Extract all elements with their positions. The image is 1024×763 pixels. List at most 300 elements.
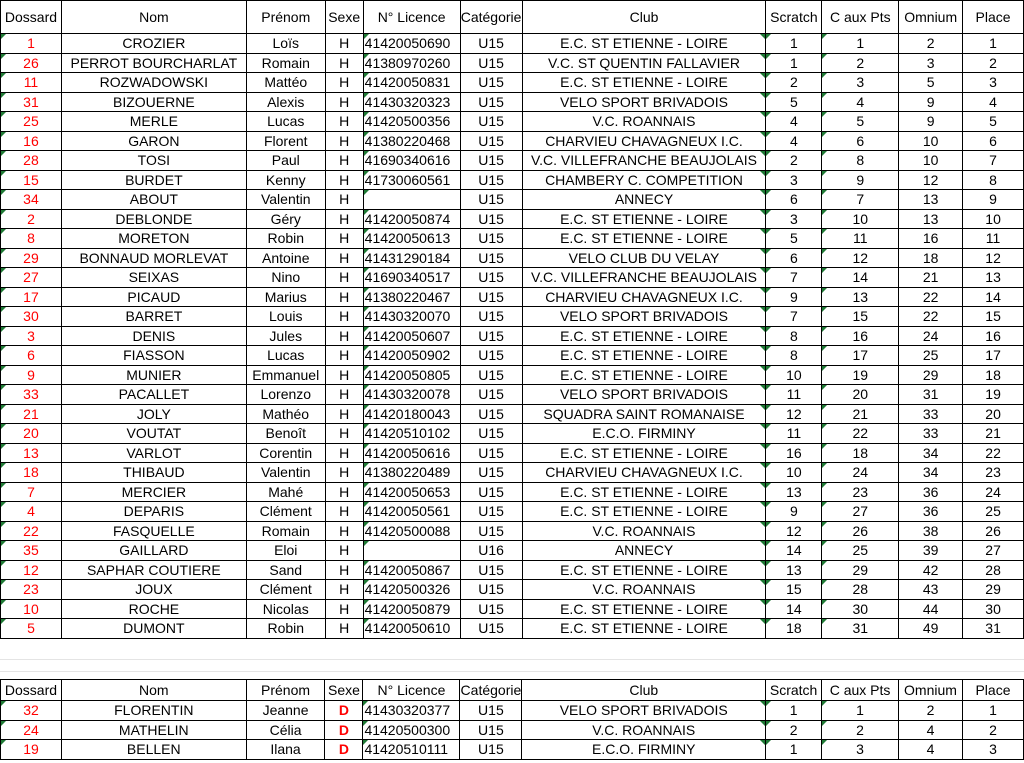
cell-licence[interactable]: 41420500326	[363, 580, 460, 600]
cell-c-aux-pts[interactable]: 26	[822, 521, 899, 541]
cell-omnium[interactable]: 4	[899, 740, 963, 760]
cell-prenom[interactable]: Clément	[246, 580, 325, 600]
cell-categorie[interactable]: U15	[460, 521, 522, 541]
cell-nom[interactable]: CROZIER	[61, 34, 246, 54]
cell-omnium[interactable]: 34	[899, 463, 963, 483]
cell-licence[interactable]: 41380220467	[363, 287, 460, 307]
cell-club[interactable]: E.C. ST ETIENNE - LOIRE	[522, 482, 766, 502]
cell-c-aux-pts[interactable]: 20	[822, 385, 899, 405]
cell-sexe[interactable]: H	[325, 92, 363, 112]
cell-prenom[interactable]: Valentin	[246, 190, 325, 210]
cell-club[interactable]: V.C. ROANNAIS	[522, 580, 766, 600]
cell-categorie[interactable]: U15	[460, 740, 522, 760]
cell-sexe[interactable]: H	[325, 287, 363, 307]
cell-categorie[interactable]: U15	[460, 34, 522, 54]
header-omnium[interactable]: Omnium	[899, 680, 963, 701]
cell-sexe[interactable]: H	[325, 34, 363, 54]
cell-c-aux-pts[interactable]: 29	[822, 560, 899, 580]
cell-omnium[interactable]: 34	[899, 443, 963, 463]
cell-categorie[interactable]: U15	[460, 346, 522, 366]
cell-licence[interactable]: 41420050610	[363, 619, 460, 639]
cell-categorie[interactable]: U15	[460, 482, 522, 502]
cell-place[interactable]: 3	[963, 73, 1024, 93]
cell-nom[interactable]: DENIS	[61, 326, 246, 346]
cell-prenom[interactable]: Benoît	[246, 424, 325, 444]
cell-place[interactable]: 6	[963, 131, 1024, 151]
cell-categorie[interactable]: U15	[460, 580, 522, 600]
cell-club[interactable]: ANNECY	[522, 541, 766, 561]
cell-club[interactable]: VELO CLUB DU VELAY	[522, 248, 766, 268]
cell-club[interactable]: E.C. ST ETIENNE - LOIRE	[522, 326, 766, 346]
cell-c-aux-pts[interactable]: 15	[822, 307, 899, 327]
cell-sexe[interactable]: H	[325, 268, 363, 288]
cell-scratch[interactable]: 14	[766, 541, 822, 561]
cell-dossard[interactable]: 2	[1, 209, 62, 229]
cell-categorie[interactable]: U15	[460, 424, 522, 444]
cell-club[interactable]: V.C. VILLEFRANCHE BEAUJOLAIS	[522, 151, 766, 171]
header-c-aux-pts[interactable]: C aux Pts	[822, 1, 899, 34]
cell-categorie[interactable]: U15	[460, 131, 522, 151]
cell-dossard[interactable]: 6	[1, 346, 62, 366]
cell-categorie[interactable]: U15	[460, 599, 522, 619]
cell-prenom[interactable]: Jules	[246, 326, 325, 346]
cell-categorie[interactable]: U15	[460, 365, 522, 385]
cell-omnium[interactable]: 29	[899, 365, 963, 385]
cell-licence[interactable]: 41420510102	[363, 424, 460, 444]
cell-licence[interactable]: 41420050613	[363, 229, 460, 249]
cell-place[interactable]: 18	[963, 365, 1024, 385]
cell-c-aux-pts[interactable]: 10	[822, 209, 899, 229]
cell-place[interactable]: 5	[963, 112, 1024, 132]
cell-c-aux-pts[interactable]: 5	[822, 112, 899, 132]
cell-dossard[interactable]: 31	[1, 92, 62, 112]
cell-licence[interactable]: 41690340517	[363, 268, 460, 288]
cell-place[interactable]: 26	[963, 521, 1024, 541]
cell-prenom[interactable]: Florent	[246, 131, 325, 151]
cell-prenom[interactable]: Louis	[246, 307, 325, 327]
cell-licence[interactable]: 41420050616	[363, 443, 460, 463]
cell-prenom[interactable]: Loïs	[246, 34, 325, 54]
header-c-aux-pts[interactable]: C aux Pts	[822, 680, 899, 701]
cell-omnium[interactable]: 16	[899, 229, 963, 249]
cell-scratch[interactable]: 18	[766, 619, 822, 639]
cell-scratch[interactable]: 1	[766, 740, 822, 760]
cell-licence[interactable]: 41430320377	[363, 701, 460, 721]
cell-place[interactable]: 30	[963, 599, 1024, 619]
cell-scratch[interactable]: 13	[766, 482, 822, 502]
cell-prenom[interactable]: Robin	[246, 229, 325, 249]
cell-club[interactable]: E.C. ST ETIENNE - LOIRE	[522, 560, 766, 580]
cell-prenom[interactable]: Robin	[246, 619, 325, 639]
cell-c-aux-pts[interactable]: 25	[822, 541, 899, 561]
cell-licence[interactable]	[363, 190, 460, 210]
header-categorie[interactable]: Catégorie	[460, 680, 522, 701]
cell-dossard[interactable]: 5	[1, 619, 62, 639]
cell-nom[interactable]: MERCIER	[61, 482, 246, 502]
cell-prenom[interactable]: Nicolas	[246, 599, 325, 619]
cell-sexe[interactable]: H	[325, 307, 363, 327]
cell-dossard[interactable]: 23	[1, 580, 62, 600]
cell-dossard[interactable]: 13	[1, 443, 62, 463]
cell-omnium[interactable]: 36	[899, 502, 963, 522]
cell-sexe[interactable]: H	[325, 190, 363, 210]
cell-club[interactable]: V.C. ROANNAIS	[522, 720, 766, 740]
cell-c-aux-pts[interactable]: 21	[822, 404, 899, 424]
cell-nom[interactable]: VOUTAT	[61, 424, 246, 444]
cell-dossard[interactable]: 22	[1, 521, 62, 541]
cell-sexe[interactable]: H	[325, 248, 363, 268]
cell-c-aux-pts[interactable]: 1	[822, 34, 899, 54]
cell-c-aux-pts[interactable]: 13	[822, 287, 899, 307]
cell-scratch[interactable]: 11	[766, 385, 822, 405]
cell-dossard[interactable]: 12	[1, 560, 62, 580]
cell-nom[interactable]: DUMONT	[61, 619, 246, 639]
cell-nom[interactable]: FIASSON	[61, 346, 246, 366]
cell-sexe[interactable]: H	[325, 385, 363, 405]
cell-scratch[interactable]: 2	[766, 151, 822, 171]
cell-club[interactable]: CHARVIEU CHAVAGNEUX I.C.	[522, 287, 766, 307]
cell-place[interactable]: 3	[962, 740, 1023, 760]
cell-nom[interactable]: ROZWADOWSKI	[61, 73, 246, 93]
cell-dossard[interactable]: 9	[1, 365, 62, 385]
cell-categorie[interactable]: U16	[460, 541, 522, 561]
cell-nom[interactable]: PACALLET	[61, 385, 246, 405]
cell-dossard[interactable]: 21	[1, 404, 62, 424]
cell-c-aux-pts[interactable]: 3	[822, 73, 899, 93]
cell-scratch[interactable]: 9	[766, 287, 822, 307]
cell-c-aux-pts[interactable]: 9	[822, 170, 899, 190]
cell-omnium[interactable]: 2	[899, 34, 963, 54]
cell-dossard[interactable]: 7	[1, 482, 62, 502]
cell-sexe[interactable]: H	[325, 463, 363, 483]
cell-licence[interactable]: 41431290184	[363, 248, 460, 268]
cell-omnium[interactable]: 24	[899, 326, 963, 346]
cell-licence[interactable]: 41420050879	[363, 599, 460, 619]
cell-dossard[interactable]: 28	[1, 151, 62, 171]
cell-nom[interactable]: VARLOT	[61, 443, 246, 463]
header-place[interactable]: Place	[963, 1, 1024, 34]
cell-c-aux-pts[interactable]: 17	[822, 346, 899, 366]
cell-dossard[interactable]: 17	[1, 287, 62, 307]
cell-omnium[interactable]: 44	[899, 599, 963, 619]
cell-scratch[interactable]: 1	[766, 701, 822, 721]
cell-dossard[interactable]: 4	[1, 502, 62, 522]
cell-scratch[interactable]: 3	[766, 170, 822, 190]
cell-c-aux-pts[interactable]: 4	[822, 92, 899, 112]
cell-nom[interactable]: SAPHAR COUTIERE	[61, 560, 246, 580]
cell-scratch[interactable]: 1	[766, 34, 822, 54]
cell-categorie[interactable]: U15	[460, 92, 522, 112]
cell-dossard[interactable]: 30	[1, 307, 62, 327]
cell-dossard[interactable]: 19	[1, 740, 62, 760]
cell-scratch[interactable]: 8	[766, 346, 822, 366]
cell-c-aux-pts[interactable]: 11	[822, 229, 899, 249]
cell-c-aux-pts[interactable]: 6	[822, 131, 899, 151]
cell-prenom[interactable]: Valentin	[246, 463, 325, 483]
cell-omnium[interactable]: 39	[899, 541, 963, 561]
cell-prenom[interactable]: Géry	[246, 209, 325, 229]
cell-omnium[interactable]: 10	[899, 151, 963, 171]
cell-licence[interactable]: 41430320323	[363, 92, 460, 112]
cell-sexe[interactable]: H	[325, 443, 363, 463]
cell-club[interactable]: E.C. ST ETIENNE - LOIRE	[522, 365, 766, 385]
cell-prenom[interactable]: Lucas	[246, 346, 325, 366]
cell-nom[interactable]: BONNAUD MORLEVAT	[61, 248, 246, 268]
header-club[interactable]: Club	[522, 1, 766, 34]
cell-dossard[interactable]: 35	[1, 541, 62, 561]
cell-sexe[interactable]: D	[325, 701, 363, 721]
cell-licence[interactable]: 41420050902	[363, 346, 460, 366]
cell-nom[interactable]: DEBLONDE	[61, 209, 246, 229]
cell-licence[interactable]: 41380220489	[363, 463, 460, 483]
cell-sexe[interactable]: H	[325, 580, 363, 600]
cell-categorie[interactable]: U15	[460, 287, 522, 307]
cell-nom[interactable]: GARON	[61, 131, 246, 151]
cell-dossard[interactable]: 33	[1, 385, 62, 405]
cell-dossard[interactable]: 34	[1, 190, 62, 210]
cell-nom[interactable]: ABOUT	[61, 190, 246, 210]
cell-scratch[interactable]: 7	[766, 268, 822, 288]
cell-nom[interactable]: PICAUD	[61, 287, 246, 307]
cell-licence[interactable]	[363, 541, 460, 561]
cell-licence[interactable]: 41420050690	[363, 34, 460, 54]
cell-prenom[interactable]: Lucas	[246, 112, 325, 132]
cell-categorie[interactable]: U15	[460, 701, 522, 721]
cell-nom[interactable]: BURDET	[61, 170, 246, 190]
cell-club[interactable]: V.C. ROANNAIS	[522, 521, 766, 541]
cell-scratch[interactable]: 16	[766, 443, 822, 463]
cell-sexe[interactable]: H	[325, 112, 363, 132]
cell-sexe[interactable]: H	[325, 229, 363, 249]
cell-sexe[interactable]: H	[325, 404, 363, 424]
cell-sexe[interactable]: H	[325, 131, 363, 151]
cell-sexe[interactable]: H	[325, 326, 363, 346]
cell-omnium[interactable]: 33	[899, 404, 963, 424]
header-nom[interactable]: Nom	[61, 680, 246, 701]
cell-nom[interactable]: BIZOUERNE	[61, 92, 246, 112]
cell-dossard[interactable]: 18	[1, 463, 62, 483]
cell-licence[interactable]: 41420050653	[363, 482, 460, 502]
cell-c-aux-pts[interactable]: 12	[822, 248, 899, 268]
cell-place[interactable]: 29	[963, 580, 1024, 600]
cell-licence[interactable]: 41420050607	[363, 326, 460, 346]
cell-nom[interactable]: FLORENTIN	[61, 701, 246, 721]
cell-nom[interactable]: TOSI	[61, 151, 246, 171]
cell-place[interactable]: 24	[963, 482, 1024, 502]
cell-place[interactable]: 1	[962, 701, 1023, 721]
cell-place[interactable]: 7	[963, 151, 1024, 171]
cell-club[interactable]: E.C.O. FIRMINY	[522, 740, 766, 760]
cell-omnium[interactable]: 5	[899, 73, 963, 93]
cell-sexe[interactable]: H	[325, 502, 363, 522]
cell-categorie[interactable]: U15	[460, 53, 522, 73]
cell-c-aux-pts[interactable]: 22	[822, 424, 899, 444]
cell-omnium[interactable]: 22	[899, 307, 963, 327]
cell-dossard[interactable]: 16	[1, 131, 62, 151]
cell-club[interactable]: E.C. ST ETIENNE - LOIRE	[522, 34, 766, 54]
cell-nom[interactable]: ROCHE	[61, 599, 246, 619]
cell-categorie[interactable]: U15	[460, 720, 522, 740]
cell-scratch[interactable]: 10	[766, 463, 822, 483]
cell-nom[interactable]: MATHELIN	[61, 720, 246, 740]
cell-nom[interactable]: MORETON	[61, 229, 246, 249]
cell-nom[interactable]: BELLEN	[61, 740, 246, 760]
cell-c-aux-pts[interactable]: 7	[822, 190, 899, 210]
cell-nom[interactable]: BARRET	[61, 307, 246, 327]
cell-place[interactable]: 12	[963, 248, 1024, 268]
cell-place[interactable]: 22	[963, 443, 1024, 463]
cell-dossard[interactable]: 25	[1, 112, 62, 132]
cell-licence[interactable]: 41690340616	[363, 151, 460, 171]
cell-licence[interactable]: 41420050561	[363, 502, 460, 522]
cell-prenom[interactable]: Marius	[246, 287, 325, 307]
cell-sexe[interactable]: H	[325, 365, 363, 385]
header-dossard[interactable]: Dossard	[1, 680, 62, 701]
cell-place[interactable]: 4	[963, 92, 1024, 112]
cell-c-aux-pts[interactable]: 2	[822, 720, 899, 740]
cell-prenom[interactable]: Ilana	[246, 740, 325, 760]
header-scratch[interactable]: Scratch	[766, 680, 822, 701]
cell-scratch[interactable]: 2	[766, 73, 822, 93]
cell-omnium[interactable]: 3	[899, 53, 963, 73]
cell-club[interactable]: E.C. ST ETIENNE - LOIRE	[522, 502, 766, 522]
cell-scratch[interactable]: 3	[766, 209, 822, 229]
cell-prenom[interactable]: Romain	[246, 521, 325, 541]
cell-c-aux-pts[interactable]: 1	[822, 701, 899, 721]
cell-club[interactable]: V.C. ROANNAIS	[522, 112, 766, 132]
cell-categorie[interactable]: U15	[460, 404, 522, 424]
cell-scratch[interactable]: 5	[766, 92, 822, 112]
cell-club[interactable]: ANNECY	[522, 190, 766, 210]
cell-club[interactable]: E.C. ST ETIENNE - LOIRE	[522, 619, 766, 639]
cell-place[interactable]: 9	[963, 190, 1024, 210]
cell-place[interactable]: 15	[963, 307, 1024, 327]
cell-scratch[interactable]: 1	[766, 53, 822, 73]
cell-dossard[interactable]: 1	[1, 34, 62, 54]
cell-dossard[interactable]: 11	[1, 73, 62, 93]
cell-nom[interactable]: SEIXAS	[61, 268, 246, 288]
header-sexe[interactable]: Sexe	[325, 1, 363, 34]
cell-c-aux-pts[interactable]: 14	[822, 268, 899, 288]
cell-place[interactable]: 21	[963, 424, 1024, 444]
cell-omnium[interactable]: 49	[899, 619, 963, 639]
cell-omnium[interactable]: 38	[899, 521, 963, 541]
cell-club[interactable]: E.C. ST ETIENNE - LOIRE	[522, 346, 766, 366]
cell-scratch[interactable]: 6	[766, 190, 822, 210]
cell-prenom[interactable]: Alexis	[246, 92, 325, 112]
cell-scratch[interactable]: 4	[766, 112, 822, 132]
cell-club[interactable]: E.C.O. FIRMINY	[522, 424, 766, 444]
cell-licence[interactable]: 41430320070	[363, 307, 460, 327]
cell-sexe[interactable]: H	[325, 73, 363, 93]
cell-c-aux-pts[interactable]: 28	[822, 580, 899, 600]
cell-categorie[interactable]: U15	[460, 463, 522, 483]
cell-omnium[interactable]: 10	[899, 131, 963, 151]
cell-dossard[interactable]: 26	[1, 53, 62, 73]
cell-prenom[interactable]: Antoine	[246, 248, 325, 268]
cell-scratch[interactable]: 12	[766, 521, 822, 541]
cell-prenom[interactable]: Jeanne	[246, 701, 325, 721]
cell-club[interactable]: SQUADRA SAINT ROMANAISE	[522, 404, 766, 424]
cell-nom[interactable]: MERLE	[61, 112, 246, 132]
cell-categorie[interactable]: U15	[460, 229, 522, 249]
cell-place[interactable]: 11	[963, 229, 1024, 249]
cell-club[interactable]: VELO SPORT BRIVADOIS	[522, 385, 766, 405]
cell-categorie[interactable]: U15	[460, 151, 522, 171]
cell-omnium[interactable]: 18	[899, 248, 963, 268]
cell-place[interactable]: 13	[963, 268, 1024, 288]
cell-scratch[interactable]: 6	[766, 248, 822, 268]
cell-c-aux-pts[interactable]: 23	[822, 482, 899, 502]
cell-club[interactable]: E.C. ST ETIENNE - LOIRE	[522, 229, 766, 249]
cell-club[interactable]: CHARVIEU CHAVAGNEUX I.C.	[522, 131, 766, 151]
cell-sexe[interactable]: H	[325, 170, 363, 190]
cell-scratch[interactable]: 8	[766, 326, 822, 346]
cell-omnium[interactable]: 22	[899, 287, 963, 307]
cell-scratch[interactable]: 5	[766, 229, 822, 249]
cell-omnium[interactable]: 9	[899, 112, 963, 132]
cell-place[interactable]: 17	[963, 346, 1024, 366]
header-club[interactable]: Club	[522, 680, 766, 701]
cell-licence[interactable]: 41420050831	[363, 73, 460, 93]
cell-licence[interactable]: 41380970260	[363, 53, 460, 73]
cell-club[interactable]: CHARVIEU CHAVAGNEUX I.C.	[522, 463, 766, 483]
cell-licence[interactable]: 41420050874	[363, 209, 460, 229]
cell-licence[interactable]: 41420050805	[363, 365, 460, 385]
cell-sexe[interactable]: H	[325, 521, 363, 541]
cell-categorie[interactable]: U15	[460, 502, 522, 522]
cell-licence[interactable]: 41730060561	[363, 170, 460, 190]
cell-club[interactable]: V.C. VILLEFRANCHE BEAUJOLAIS	[522, 268, 766, 288]
cell-omnium[interactable]: 9	[899, 92, 963, 112]
cell-c-aux-pts[interactable]: 18	[822, 443, 899, 463]
cell-place[interactable]: 25	[963, 502, 1024, 522]
cell-prenom[interactable]: Emmanuel	[246, 365, 325, 385]
cell-scratch[interactable]: 7	[766, 307, 822, 327]
cell-place[interactable]: 2	[962, 720, 1023, 740]
cell-categorie[interactable]: U15	[460, 385, 522, 405]
cell-nom[interactable]: FASQUELLE	[61, 521, 246, 541]
cell-prenom[interactable]: Clément	[246, 502, 325, 522]
cell-omnium[interactable]: 13	[899, 190, 963, 210]
header-nom[interactable]: Nom	[61, 1, 246, 34]
cell-omnium[interactable]: 25	[899, 346, 963, 366]
cell-place[interactable]: 1	[963, 34, 1024, 54]
header-omnium[interactable]: Omnium	[899, 1, 963, 34]
cell-c-aux-pts[interactable]: 24	[822, 463, 899, 483]
cell-club[interactable]: E.C. ST ETIENNE - LOIRE	[522, 209, 766, 229]
cell-scratch[interactable]: 2	[766, 720, 822, 740]
cell-sexe[interactable]: H	[325, 209, 363, 229]
cell-nom[interactable]: THIBAUD	[61, 463, 246, 483]
cell-categorie[interactable]: U15	[460, 73, 522, 93]
cell-scratch[interactable]: 4	[766, 131, 822, 151]
cell-place[interactable]: 8	[963, 170, 1024, 190]
cell-sexe[interactable]: H	[325, 560, 363, 580]
cell-place[interactable]: 28	[963, 560, 1024, 580]
cell-prenom[interactable]: Kenny	[246, 170, 325, 190]
cell-licence[interactable]: 41420510111	[363, 740, 460, 760]
header-categorie[interactable]: Catégorie	[460, 1, 522, 34]
cell-club[interactable]: E.C. ST ETIENNE - LOIRE	[522, 443, 766, 463]
cell-prenom[interactable]: Sand	[246, 560, 325, 580]
cell-dossard[interactable]: 32	[1, 701, 62, 721]
cell-dossard[interactable]: 15	[1, 170, 62, 190]
cell-scratch[interactable]: 15	[766, 580, 822, 600]
cell-categorie[interactable]: U15	[460, 268, 522, 288]
cell-categorie[interactable]: U15	[460, 619, 522, 639]
cell-nom[interactable]: MUNIER	[61, 365, 246, 385]
